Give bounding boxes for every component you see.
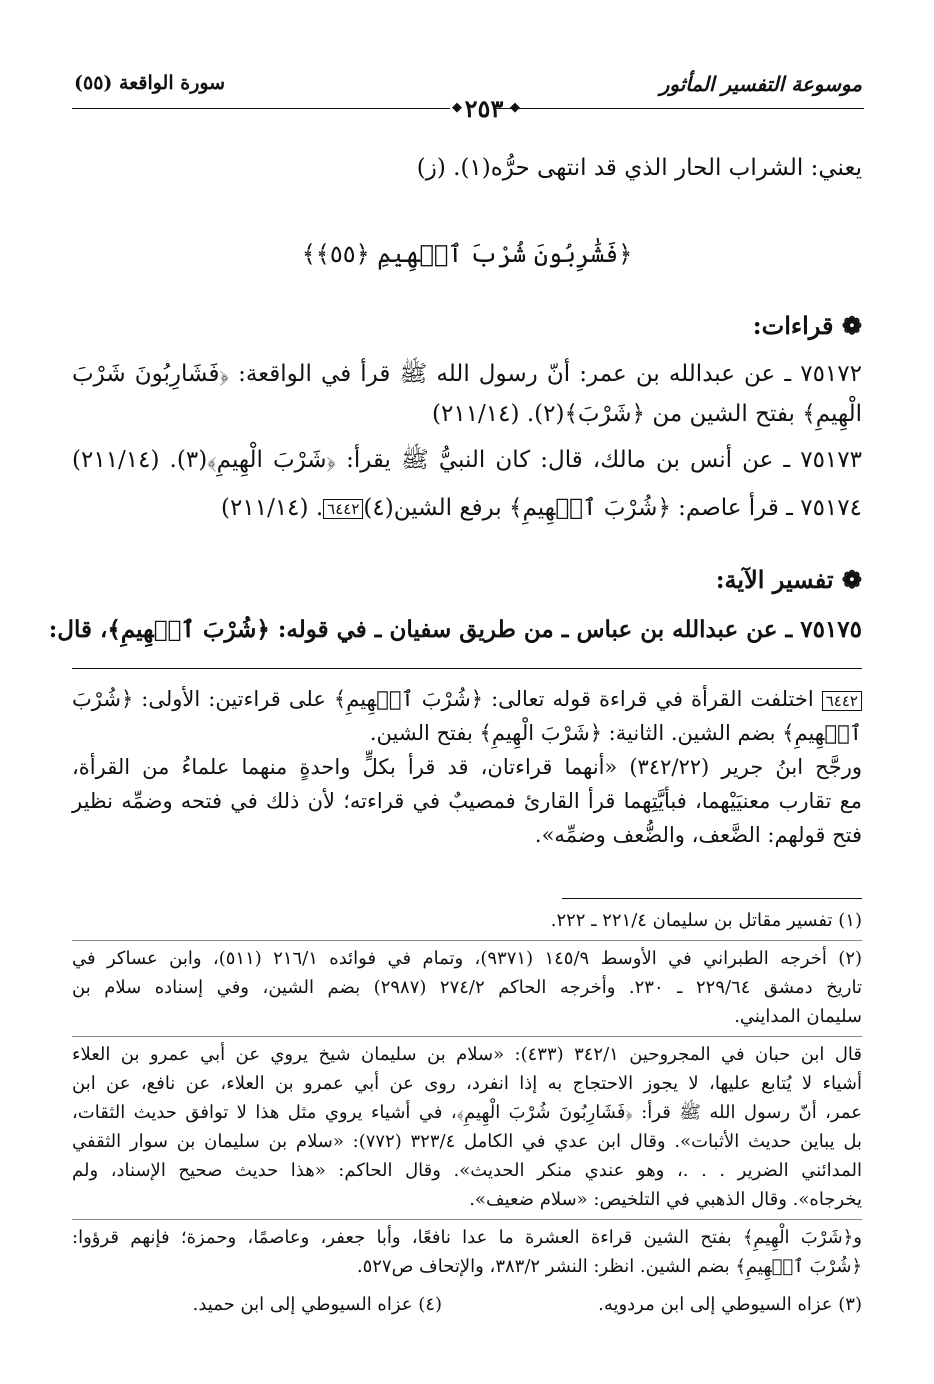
note-separator [72, 668, 862, 669]
footnote-divider [72, 1036, 862, 1037]
surah-title: سورة الواقعة (٥٥) [74, 72, 226, 94]
note-6442-line3: ورجَّح ابنُ جرير (٣٤٢/٢٢) «أنهما قراءتان، قد قرأ بكلٍّ واحدةٍ منهما علماءُ من القرأة، [72, 755, 863, 779]
ornament-right-icon: ◆ [510, 100, 520, 115]
page-number: ٢٥٣ [464, 94, 504, 123]
footnote-2-line3: سليمان المدايني. [734, 1006, 862, 1027]
footnote-2-line1: (٢) أخرجه الطبراني في الأوسط ١٤٥/٩ (٩٣٧١)، وتمام في فوائده ٢١٦/١ (٥١١)، وابن عساكر في [72, 948, 863, 969]
tafsir-heading-text: تفسير الآية: [715, 565, 834, 594]
narration-75174-text: ٧٥١٧٤ ـ قرأ عاصم: ﴿شُرْبَ ٱلۡهِيمِ﴾ برفع الشين(٤) [363, 495, 862, 521]
narration-75174-ref: . (٢١١/١٤) [221, 495, 324, 521]
footnote-1: (١) تفسير مقاتل بن سليمان ٢٢١/٤ ـ ٢٢٢. [550, 910, 862, 931]
flower-ornament-icon: ❁ [841, 311, 862, 340]
book-title: موسوعة التفسير المأثور [659, 72, 862, 96]
footnote-2-line8: المدائني الضرير . . .، وهو عندي منكر الحديث». وقال الحاكم: «هذا حديث صحيح الإسناد، ولم [72, 1160, 862, 1181]
intro-line: يعني: الشراب الحار الذي قد انتهى حرُّه(١). (ز) [416, 155, 862, 181]
quran-verse: ﴿فَشَٰرِبُونَ شُرْبَ ٱلۡهِيمِ ﴿٥٥﴾﴾ [301, 240, 633, 268]
footnote-divider [72, 1219, 862, 1220]
narration-75172-line1: ٧٥١٧٢ ـ عن عبدالله بن عمر: أنّ رسول الله ﷺ قرأ في الواقعة: ﴿فَشَارِبُونَ شَرْبَ [72, 361, 862, 387]
note-6442-line4: مع تقارب معنيَيْهما، فبأيَّتِهما قرأ القارئ فمصيبٌ في قراءته؛ لأن ذلك في فتحه وضمِّه نظير [72, 789, 862, 813]
note-reference-box[interactable]: ٦٤٤٢ [323, 499, 363, 519]
narration-75175: ٧٥١٧٥ ـ عن عبدالله بن عباس ـ من طريق سفيان ـ في قوله: ﴿شُرْبَ ٱلۡهِيمِ﴾، قال: [48, 616, 862, 643]
note-6442-line1 [72, 682, 862, 716]
footnote-2-line7: بل يباين حديث الأثبات». وقال ابن عدي في الكامل ٣٢٣/٤ (٧٧٢): «سلام بن سليمان بن سوار الثقفي [72, 1131, 862, 1152]
footnote-2-line5: أشياء لا يُتابع عليها، لا يجوز الاحتجاج به إذا انفرد، روى عن أبي عمرو بن العلاء، عن نافع، عن ابن [72, 1073, 862, 1094]
section-heading-qiraat [72, 306, 862, 346]
note-number-box: ٦٤٤٢ [822, 691, 862, 711]
narration-75173: ٧٥١٧٣ ـ عن أنس بن مالك، قال: كان النبيُّ ﷺ يقرأ: ﴿شَرْبَ الْهِيمِ﴾(٣). (٢١١/١٤) [72, 447, 862, 473]
footnote-2-line2: تاريخ دمشق ٢٢٩/٦٤ ـ ٢٣٠. وأخرجه الحاكم ٢٧٤/٢ (٢٩٨٧) بضم الشين، وفي إسناده سلام بن [72, 977, 862, 998]
note-6442-line2: ٱلۡهِيمِ﴾ بضم الشين. الثانية: ﴿شَرْبَ الْهِيمِ﴾ بفتح الشين. [369, 721, 862, 745]
narration-75172-line2: الْهِيمِ﴾ بفتح الشين من ﴿شَرْبَ﴾(٢). (٢١١/١٤) [432, 401, 862, 427]
footnote-2-line4: قال ابن حبان في المجروحين ٣٤٢/١ (٤٣٣): «سلام بن سليمان شيخ يروي عن أبي عمرو بن العلاء [72, 1044, 862, 1065]
ornament-left-icon: ◆ [452, 100, 462, 115]
note-6442-line5: فتح قولهم: الضَّعف، والضُّعف وضمِّه». [534, 823, 862, 847]
flower-ornament-icon: ❁ [841, 565, 862, 594]
footnote-4: (٤) عزاه السيوطي إلى ابن حميد. [192, 1294, 442, 1315]
footnote-2-line6: عمر، أنّ رسول الله ﷺ قرأ: ﴿فَشَارِبُونَ شُرْبَ الْهِيمِ﴾، في أشياء يروي مثل هذا لا توافق حديث الثقات، [72, 1102, 862, 1123]
header-rule-left [72, 108, 450, 109]
footnote-2-line10: و﴿شَرْبَ الْهِيمِ﴾ بفتح الشين قراءة العشرة ما عدا نافعًا، وأبا جعفر، وعاصمًا، وحمزة؛ فإنهم قرؤوا: [72, 1227, 862, 1248]
footnote-2-line9: يخرجاه». وقال الذهبي في التلخيص: «سلام ضعيف». [469, 1189, 862, 1210]
footnote-3: (٣) عزاه السيوطي إلى ابن مردويه. [598, 1294, 862, 1315]
note-6442-text1: اختلفت القرأة في قراءة قوله تعالى: ﴿شُرْبَ ٱلۡهِيمِ﴾ على قراءتين: الأولى: ﴿شُرْبَ [72, 687, 814, 711]
footnotes-separator [562, 898, 862, 899]
qiraat-heading-text: قراءات: [752, 311, 834, 340]
header-rule-right [494, 108, 864, 109]
section-heading-tafsir [72, 560, 862, 600]
narration-75174 [72, 488, 862, 528]
footnote-divider [72, 940, 862, 941]
footnote-2-line11: ﴿شُرْبَ ٱلۡهِيمِ﴾ بضم الشين. انظر: النشر ٣٨٣/٢، والإتحاف ص٥٢٧. [356, 1256, 862, 1277]
